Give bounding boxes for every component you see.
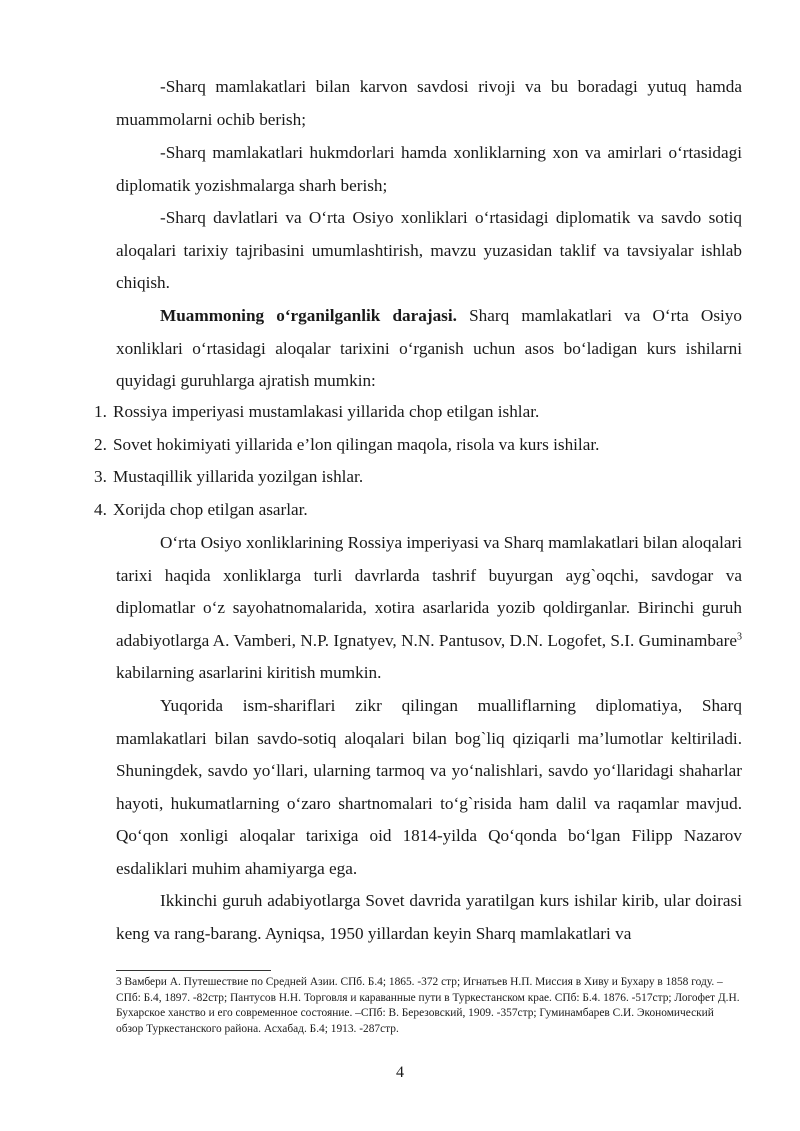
section-heading: Muammoning o‘rganilganlik darajasi. xyxy=(160,306,457,325)
paragraph-goal-diplomatic: -Sharq mamlakatlari hukmdorlari hamda xonliklarning xon va amirlari o‘rtasidagi diplomatik yozishmalarga sharh berish; xyxy=(116,143,742,195)
paragraph-goal-generalize: -Sharq davlatlari va O‘rta Osiyo xonliklari o‘rtasidagi diplomatik va savdo sotiq aloqalari tarixiy tajribasini umumlashtirish, mavzu yuzasidan taklif va tavsiyalar ishlab chiqish. xyxy=(116,208,742,293)
paragraph-authors: Yuqorida ism-shariflari zikr qilingan mualliflarning diplomatiya, Sharq mamlakatlari bilan savdo-sotiq aloqalari bilan bog`liq qiziqarli ma’lumotlar keltiriladi. Shuningdek, savdo yo‘llari, ularning tarmoq va yo‘nalishlari, savdo yo‘llaridagi shaharlar hayoti, hukumatlarning o‘zaro shartnomalari to‘g`risida ham dalil va raqamlar mavjud. Qo‘qon xonligi aloqalar tarixiga oid 1814-yilda Qo‘qonda bo‘lgan Filipp Nazarov esdaliklari muhim ahamiyarga ega. xyxy=(116,696,742,878)
list-item: 2. Sovet hokimiyati yillarida e’lon qilingan maqola, risola va kurs ishilar. xyxy=(94,435,600,454)
list-item: 4. Xorijda chop etilgan asarlar. xyxy=(94,500,308,519)
paragraph-study-level: Muammoning o‘rganilganlik darajasi. Sharq mamlakatlari va O‘rta Osiyo xonliklari o‘rtasidagi aloqalar tarixini o‘rganish uchun asos bo‘ladigan kurs ishilarni quyidagi guruhlarga ajratish mumkin: xyxy=(116,306,742,391)
paragraph-second-group: Ikkinchi guruh adabiyotlarga Sovet davrida yaratilgan kurs ishilar kirib, ular doirasi keng va rang-barang. Ayniqsa, 1950 yillardan keyin Sharq mamlakatlari va xyxy=(116,891,742,943)
list-item: 1. Rossiya imperiyasi mustamlakasi yillarida chop etilgan ishlar. xyxy=(94,402,540,421)
paragraph-goal-trade: -Sharq mamlakatlari bilan karvon savdosi rivoji va bu boradagi yutuq hamda muammolarni ochib berish; xyxy=(116,77,742,129)
footnote-divider xyxy=(116,970,271,971)
page-number: 4 xyxy=(396,1064,404,1081)
list-item: 3. Mustaqillik yillarida yozilgan ishlar. xyxy=(94,467,364,486)
footnote-ref[interactable]: 3 xyxy=(737,631,742,643)
footnote: 3 Вамбери А. Путешествие по Средней Азии. СПб. Б.4; 1865. -372 стр; Игнатьев Н.П. Миссия в Хиву и Бухару в 1858 году. –СПб: Б.4, 1897. -82стр; Пантусов Н.Н. Торговля и караванные пути в Туркестанском крае. СПб: Б.4. 1876. -517стр; Логофет Д.Н. Бухарское ханство и его современное состояние. –СПб: В. Березовский, 1909. -357стр; Гуминамбарев С.И. Экономический обзор Туркестанского района. Асхабад. Б.4; 1913. -287стр. xyxy=(116,976,740,1035)
paragraph-first-group: O‘rta Osiyo xonliklarining Rossiya imperiyasi va Sharq mamlakatlari bilan aloqalari tarixi haqida xonliklarga turli davrlarda tashrif buyurgan ayg`oqchi, savdogar va diplomatlar o‘z sayohatnomalarida, xotira asarlarida yozib qoldirganlar. Birinchi guruh adabiyotlarga A. Vamberi, N.P. Ignatyev, N.N. Pantusov, D.N. Logofet, S.I. Guminambare$^3$ kabilarning asarlarini kiritish mumkin. xyxy=(116,533,742,683)
